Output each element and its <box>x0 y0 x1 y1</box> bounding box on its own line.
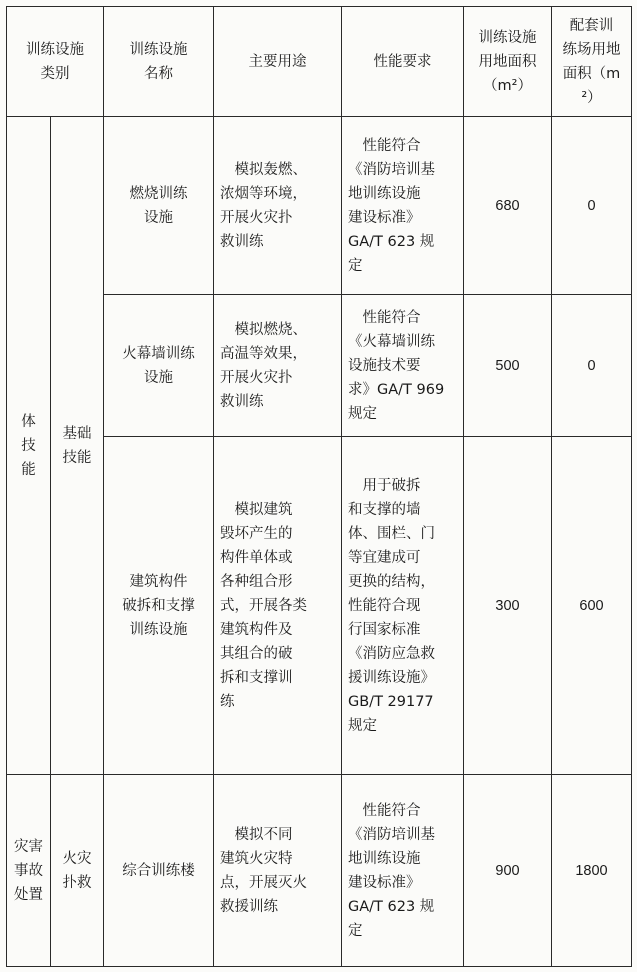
header-support-area: 配套训 练场用地 面积（m²） <box>552 7 632 117</box>
facility-area: 680 <box>464 117 552 295</box>
facility-name: 综合训练楼 <box>104 775 214 967</box>
table-row <box>7 117 632 295</box>
facility-support-area: 1800 <box>552 775 632 967</box>
category-cell: 体 技 能 <box>7 117 51 775</box>
header-requirement: 性能要求 <box>342 7 464 117</box>
facility-requirement: 性能符合 《消防培训基 地训练设施 建设标准》 GA/T 623 规 定 <box>342 775 464 967</box>
facility-support-area: 0 <box>552 117 632 295</box>
table-row <box>7 775 632 967</box>
facility-purpose: 模拟轰燃、 浓烟等环境， 开展火灾扑 救训练 <box>214 117 342 295</box>
facility-requirement: 性能符合 《消防培训基 地训练设施 建设标准》 GA/T 623 规 定 <box>342 117 464 295</box>
facility-area: 500 <box>464 295 552 437</box>
category-cell: 灾害 事故 处置 <box>7 775 51 967</box>
subcategory-cell: 火灾 扑救 <box>51 775 104 967</box>
header-area: 训练设施 用地面积 （m²） <box>464 7 552 117</box>
training-facility-table <box>6 6 632 967</box>
facility-name: 火幕墙训练 设施 <box>104 295 214 437</box>
facility-area: 300 <box>464 437 552 775</box>
facility-support-area: 600 <box>552 437 632 775</box>
facility-name: 建筑构件 破拆和支撑 训练设施 <box>104 437 214 775</box>
facility-requirement: 性能符合 《火幕墙训练 设施技术要 求》GA/T 969 规定 <box>342 295 464 437</box>
header-purpose: 主要用途 <box>214 7 342 117</box>
facility-purpose: 模拟建筑 毁坏产生的 构件单体或 各种组合形 式，开展各类 建筑构件及 其组合的破 拆和支撑训 练 <box>214 437 342 775</box>
facility-purpose: 模拟燃烧、 高温等效果， 开展火灾扑 救训练 <box>214 295 342 437</box>
facility-requirement: 用于破拆 和支撑的墙 体、围栏、门 等宜建成可 更换的结构， 性能符合现 行国家标准 《消防应急救 援训练设施》 GB/T 29177 规定 <box>342 437 464 775</box>
facility-purpose: 模拟不同 建筑火灾特 点，开展灭火 救援训练 <box>214 775 342 967</box>
table-header-row <box>7 7 632 117</box>
facility-support-area: 0 <box>552 295 632 437</box>
facility-name: 燃烧训练 设施 <box>104 117 214 295</box>
facility-area: 900 <box>464 775 552 967</box>
header-name: 训练设施 名称 <box>104 7 214 117</box>
subcategory-cell: 基础 技能 <box>51 117 104 775</box>
header-category: 训练设施 类别 <box>7 7 104 117</box>
